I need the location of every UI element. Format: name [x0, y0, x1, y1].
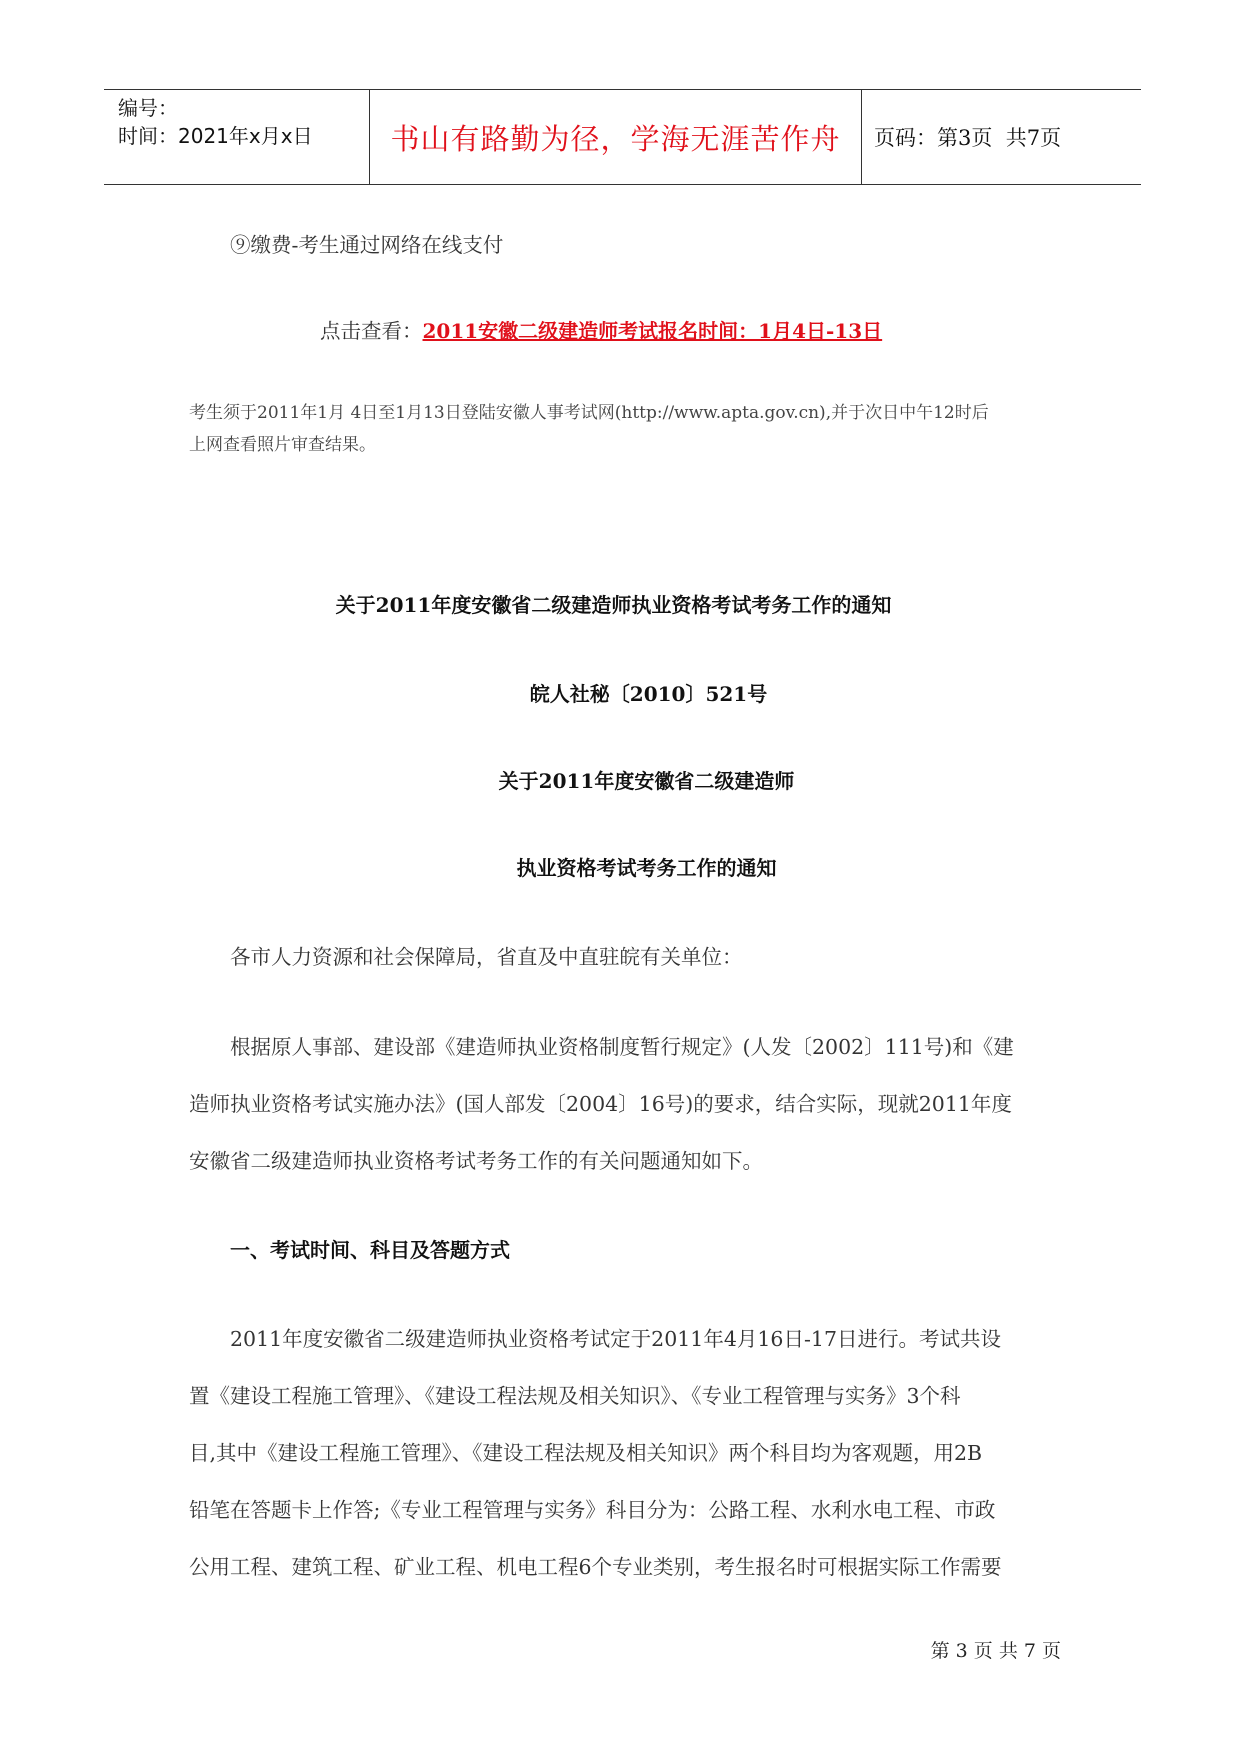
header-page-label: 页码：第3页 共7页: [874, 126, 1062, 150]
page-footer: 第 3 页 共 7 页: [930, 1640, 1061, 1662]
subtitle-line: 关于2011年度安徽省二级建造师: [498, 769, 795, 793]
header-meta: [118, 94, 363, 150]
header-divider: [861, 90, 862, 184]
addressee: 各市人力资源和社会保障局，省直及中直驻皖有关单位：: [230, 945, 743, 969]
paragraph-line: 公用工程、建筑工程、矿业工程、机电工程6个专业类别，考生报名时可根据实际工作需要: [189, 1555, 1002, 1579]
notice-main-title: 关于2011年度安徽省二级建造师执业资格考试考务工作的通知: [335, 593, 892, 617]
paragraph-line: 根据原人事部、建设部《建造师执业资格制度暂行规定》(人发〔2002〕111号)和《建: [230, 1035, 1014, 1059]
paragraph-line: 铅笔在答题卡上作答;《专业工程管理与实务》科目分为：公路工程、水利水电工程、市政: [189, 1498, 996, 1522]
document-header: [104, 89, 1141, 185]
paragraph-line: 目,其中《建设工程施工管理》、《建设工程法规及相关知识》两个科目均为客观题，用2B: [189, 1441, 983, 1465]
paragraph-line: 置《建设工程施工管理》、《建设工程法规及相关知识》、《专业工程管理与实务》3个科: [189, 1384, 961, 1408]
subtitle-line: 执业资格考试考务工作的通知: [516, 856, 777, 880]
number-label: 编号：: [118, 96, 178, 120]
click-label: 点击查看：: [320, 319, 423, 343]
section-heading: 一、考试时间、科目及答题方式: [230, 1238, 510, 1262]
registration-time-link[interactable]: 2011安徽二级建造师考试报名时间：1月4日-13日: [422, 319, 883, 343]
time-label: 时间：2021年x月x日: [118, 124, 313, 148]
paragraph-line: 2011年度安徽省二级建造师执业资格考试定于2011年4月16日-17日进行。考试共设: [230, 1327, 1001, 1351]
paragraph-line: 造师执业资格考试实施办法》(国人部发〔2004〕16号)的要求，结合实际，现就2011年度: [189, 1092, 1012, 1116]
payment-step: ⑨缴费-考生通过网络在线支付: [230, 233, 504, 257]
notice-line: 上网查看照片审查结果。: [189, 435, 376, 455]
notice-line: 考生须于2011年1月 4日至1月13日登陆安徽人事考试网(http://www.apta.gov.cn),并于次日中午12时后: [189, 403, 989, 423]
paragraph-line: 安徽省二级建造师执业资格考试考务工作的有关问题通知如下。: [189, 1149, 763, 1173]
click-line: [320, 314, 882, 344]
document-number: 皖人社秘〔2010〕521号: [529, 682, 768, 706]
header-motto: 书山有路勤为径，学海无涯苦作舟: [390, 121, 841, 156]
